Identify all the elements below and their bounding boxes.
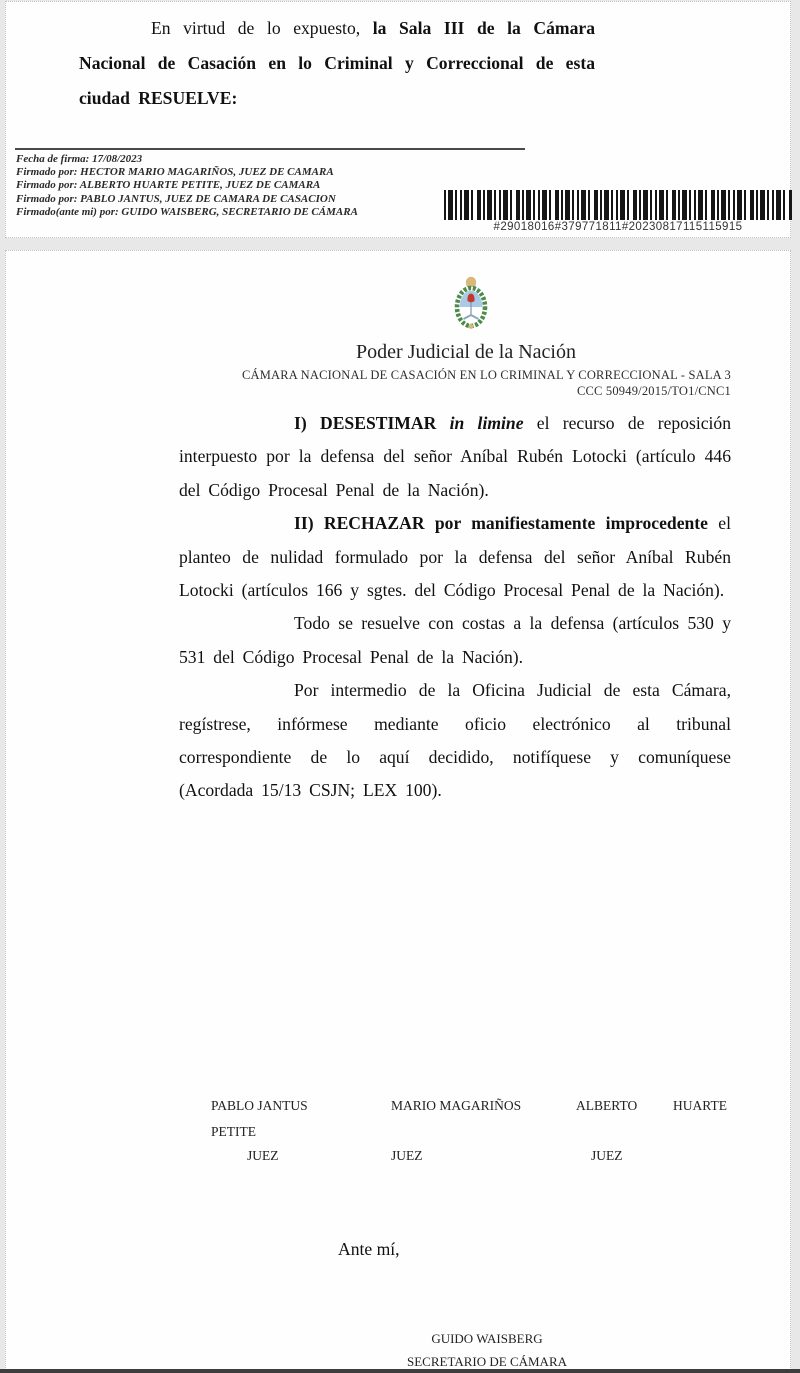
secretary-title: SECRETARIO DE CÁMARA bbox=[406, 1354, 568, 1369]
signature-line: Firmado por: HECTOR MARIO MAGARIÑOS, JUEZ DE CAMARA bbox=[16, 166, 334, 179]
judge-name-wrap: PETITE bbox=[211, 1124, 256, 1139]
signature-line: Firmado por: PABLO JANTUS, JUEZ DE CAMARA DE CASACION bbox=[16, 192, 336, 205]
signature-line: Firmado por: ALBERTO HUARTE PETITE, JUEZ DE CAMARA bbox=[16, 179, 321, 192]
secretary-name: GUIDO WAISBERG bbox=[431, 1331, 543, 1346]
point-2-text: el planteo de nulidad formulado por la defensa del señor Aníbal Rubén Lotocki (artículos 166 y sgtes. del Código Procesal Penal de la Nación). bbox=[179, 513, 731, 601]
judges-signature-block bbox=[6, 1098, 792, 1178]
screenshot-bottom-edge bbox=[0, 1369, 800, 1373]
resolution-intro-text: En virtud de lo expuesto, bbox=[151, 18, 373, 38]
signature-line: Firmado(ante mi) por: GUIDO WAISBERG, SECRETARIO DE CÁMARA bbox=[16, 205, 358, 218]
document-page-1 bbox=[5, 1, 791, 238]
document-page-2 bbox=[5, 250, 791, 1372]
judge-name: MARIO MAGARIÑOS bbox=[391, 1098, 522, 1113]
signature-divider-line bbox=[15, 148, 525, 150]
barcode-number: #29018016#379771811#20230817115115915 bbox=[493, 221, 743, 233]
argentina-coat-of-arms-icon bbox=[448, 274, 494, 332]
point-1-latin-term: in limine bbox=[449, 413, 524, 433]
digital-signature-block bbox=[16, 153, 436, 219]
point-1-heading: I) DESESTIMAR bbox=[294, 413, 450, 433]
point-1-text: el recurso de reposición interpuesto por la defensa del señor Aníbal Rubén Lotocki (artículo 446 del Código Procesal Penal de la Nación). bbox=[179, 413, 731, 500]
resolution-costs-paragraph: Todo se resuelve con costas a la defensa (artículos 530 y 531 del Código Procesal Penal de la Nación). bbox=[179, 613, 731, 667]
judge-title: JUEZ bbox=[591, 1148, 623, 1163]
resolution-point-1 bbox=[179, 407, 731, 507]
judge-title: JUEZ bbox=[247, 1148, 279, 1163]
resolution-notification-paragraph: Por intermedio de la Oficina Judicial de esta Cámara, regístrese, infórmese mediante oficio electrónico al tribunal correspondiente de lo aquí decidido, notifíquese y comuníquese (Acordada 15/13 CSJN; LEX 100). bbox=[179, 680, 731, 801]
judge-name: ALBERTO bbox=[576, 1098, 638, 1113]
point-2-heading: II) RECHAZAR por manifiestamente improcedente bbox=[294, 513, 708, 534]
ante-mi-label: Ante mí, bbox=[338, 1239, 400, 1259]
judge-name: HUARTE bbox=[673, 1098, 727, 1113]
institution-title: Poder Judicial de la Nación bbox=[356, 341, 576, 363]
court-header-block bbox=[179, 368, 731, 399]
signature-date-line: Fecha de firma: 17/08/2023 bbox=[16, 153, 143, 165]
case-number: CCC 50949/2015/TO1/CNC1 bbox=[576, 383, 731, 398]
resolution-body bbox=[179, 407, 731, 808]
judge-name: PABLO JANTUS bbox=[211, 1098, 308, 1113]
judge-title: JUEZ bbox=[391, 1148, 423, 1163]
barcode-image bbox=[444, 190, 792, 220]
secretary-signature-block bbox=[332, 1327, 642, 1373]
resolution-point-2 bbox=[179, 507, 731, 607]
resolution-bold-text: la Sala III de la Cámara Nacional de Casación en lo Criminal y Correccional de esta ciudad RESUELVE: bbox=[79, 18, 595, 108]
resolution-intro-paragraph bbox=[79, 11, 595, 116]
court-name-line: CÁMARA NACIONAL DE CASACIÓN EN LO CRIMINAL Y CORRECCIONAL - SALA 3 bbox=[241, 368, 731, 382]
